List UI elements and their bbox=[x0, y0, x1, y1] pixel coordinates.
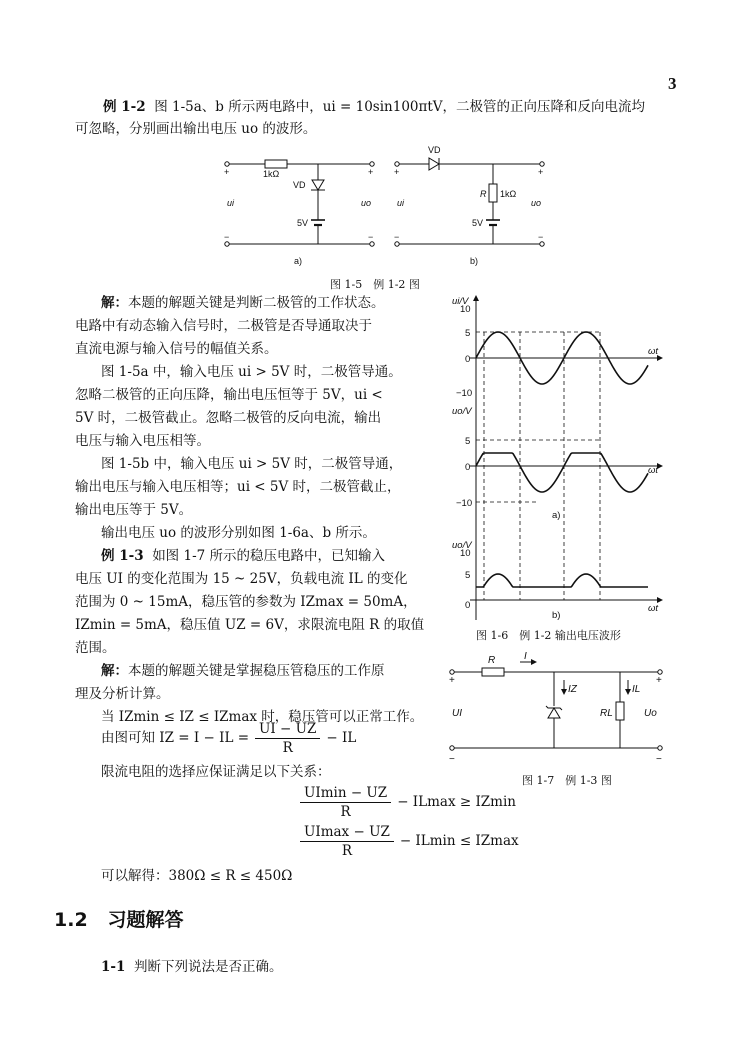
a-input-label: ui bbox=[227, 198, 235, 208]
a-ylabel: ui/V bbox=[452, 296, 469, 307]
a-tick-5: 5 bbox=[465, 328, 471, 339]
fig17-uo: Uo bbox=[644, 708, 657, 719]
solution-text: 本题的解题关键是判断二极管的工作状态。 bbox=[128, 295, 385, 311]
sol12-line1 bbox=[101, 293, 385, 314]
figure-1-5-caption: 图 1-5 例 1-2 图 bbox=[330, 278, 420, 291]
b-resistor-label: 1kΩ bbox=[500, 189, 517, 199]
b-tick-0: 0 bbox=[465, 462, 471, 473]
example-text: 图 1-5a、b 所示两电路中，ui = 10sin100πtV，二极管的正向压降和反向电流均 bbox=[154, 99, 646, 115]
ineq2-suffix: − ILmin ≤ IZmax bbox=[399, 833, 519, 849]
b-minus-out: − bbox=[538, 232, 544, 242]
page-number: 3 bbox=[668, 74, 677, 93]
fig17-i: I bbox=[524, 651, 527, 662]
question-1-1 bbox=[101, 957, 282, 978]
ex13-line2: 电压 UI 的变化范围为 15 ~ 25V，负载电流 IL 的变化 bbox=[75, 571, 408, 587]
ex13-line3: 范围为 0 ~ 15mA，稳压管的参数为 IZmax = 50mA， bbox=[75, 594, 417, 610]
sol12-line4: 图 1-5a 中，输入电压 ui > 5V 时，二极管导通。 bbox=[101, 364, 402, 380]
eq-suffix: − IL bbox=[326, 730, 357, 746]
equation-iz bbox=[101, 720, 356, 757]
solution-label: 解： bbox=[101, 295, 128, 311]
sol12-line11: 输出电压 uo 的波形分别如图 1-6a、b 所示。 bbox=[101, 525, 376, 541]
fig17-plus-in: + bbox=[449, 675, 455, 686]
section-heading bbox=[54, 905, 184, 932]
b-tag: b) bbox=[470, 256, 479, 266]
b-plus-in: + bbox=[394, 167, 400, 177]
fig17-iz: IZ bbox=[568, 684, 577, 695]
example-1-2-line2: 可忽略，分别画出输出电压 uo 的波形。 bbox=[75, 121, 317, 137]
tag-b: b) bbox=[552, 610, 561, 620]
section-title: 习题解答 bbox=[107, 909, 184, 931]
sol13-line2: 理及分析计算。 bbox=[75, 686, 170, 702]
b-tick-neg10: −10 bbox=[456, 498, 473, 509]
fig17-r: R bbox=[488, 655, 496, 666]
eq-fraction bbox=[255, 720, 320, 757]
figure-1-7-caption: 图 1-7 例 1-3 图 bbox=[522, 774, 612, 787]
ineq1-fraction bbox=[300, 784, 391, 821]
c-tick-5: 5 bbox=[465, 570, 471, 581]
a-output-label: uo bbox=[361, 198, 372, 208]
sol13-line5: 限流电阻的选择应保证满足以下关系： bbox=[101, 764, 331, 780]
example-label: 例 1-3 bbox=[101, 548, 144, 564]
tag-a: a) bbox=[552, 510, 561, 521]
figure-1-6-waveforms bbox=[440, 290, 672, 620]
b-input-label: ui bbox=[397, 198, 405, 208]
c-tick-0: 0 bbox=[465, 600, 471, 611]
sol13-line1 bbox=[101, 661, 385, 682]
sol12-line2: 电路中有动态输入信号时，二极管是否导通取决于 bbox=[75, 318, 372, 334]
ineq2-fraction bbox=[300, 823, 394, 860]
b-output-label: uo bbox=[531, 198, 542, 208]
sol13-line3: 当 IZmin ≤ IZ ≤ IZmax 时，稳压管可以正常工作。 bbox=[101, 709, 424, 725]
question-text: 判断下列说法是否正确。 bbox=[133, 959, 283, 975]
fig17-rl: RL bbox=[600, 708, 613, 719]
ex13-line4: IZmin = 5mA，稳压值 UZ = 6V，求限流电阻 R 的取值 bbox=[75, 617, 425, 633]
c-ylabel: uo/V bbox=[452, 540, 472, 551]
ineq2-denominator: R bbox=[341, 843, 352, 859]
a-tick-neg10: −10 bbox=[456, 388, 473, 399]
a-resistor-label: 1kΩ bbox=[263, 169, 280, 179]
figure-1-6-caption: 图 1-6 例 1-2 输出电压波形 bbox=[476, 629, 621, 642]
a-plus-out: + bbox=[368, 167, 374, 177]
solution-label: 解： bbox=[101, 663, 128, 679]
b-plus-out: + bbox=[538, 167, 544, 177]
question-label: 1-1 bbox=[101, 959, 126, 975]
c-tick-10: 10 bbox=[460, 548, 471, 559]
eq-denominator: R bbox=[282, 740, 293, 756]
a-diode-label: VD bbox=[293, 180, 306, 190]
a-plus-in: + bbox=[224, 167, 230, 177]
b-xlabel: ωt bbox=[648, 465, 659, 476]
fig17-minus-in: − bbox=[449, 754, 455, 765]
a-source-label: 5V bbox=[297, 218, 309, 228]
ineq2-numerator: UImax − UZ bbox=[300, 823, 394, 842]
section-number: 1.2 bbox=[54, 909, 88, 931]
eq-numerator: UI − UZ bbox=[255, 720, 320, 739]
ineq1-suffix: − ILmax ≥ IZmin bbox=[397, 794, 516, 810]
fig17-plus-out: + bbox=[656, 675, 662, 686]
b-minus-in: − bbox=[394, 232, 400, 242]
c-xlabel: ωt bbox=[648, 603, 659, 614]
fig17-minus-out: − bbox=[656, 754, 662, 765]
sol12-line5: 忽略二极管的正向压降，输出电压恒等于 5V，ui < bbox=[75, 387, 383, 403]
sol12-line8: 图 1-5b 中，输入电压 ui > 5V 时，二极管导通， bbox=[101, 456, 403, 472]
a-minus-out: − bbox=[368, 232, 374, 242]
sol12-line3: 直流电源与输入信号的幅值关系。 bbox=[75, 341, 278, 357]
solution-text: 本题的解题关键是掌握稳压管稳压的工作原 bbox=[128, 663, 385, 679]
sol12-line9: 输出电压与输入电压相等；ui < 5V 时，二极管截止， bbox=[75, 479, 401, 495]
example-1-2-line1 bbox=[103, 97, 645, 118]
a-xlabel: ωt bbox=[648, 346, 659, 357]
output-waveform-b bbox=[476, 574, 648, 587]
sol12-line10: 输出电压等于 5V。 bbox=[75, 502, 193, 518]
eq-prefix: 由图可知 IZ = I − IL = bbox=[101, 730, 250, 746]
output-waveform-a bbox=[476, 453, 648, 492]
figure-1-5-circuits bbox=[215, 140, 555, 268]
b-source-label: 5V bbox=[472, 218, 484, 228]
a-minus-in: − bbox=[224, 232, 230, 242]
sol12-line7: 电压与输入电压相等。 bbox=[75, 433, 210, 449]
ex13-line1 bbox=[101, 546, 385, 567]
figure-1-7-circuit bbox=[440, 650, 672, 770]
sol12-line6: 5V 时，二极管截止。忽略二极管的反向电流，输出 bbox=[75, 410, 382, 426]
fig17-il: IL bbox=[632, 684, 641, 695]
a-tick-0: 0 bbox=[465, 354, 471, 365]
ineq1-numerator: UImin − UZ bbox=[300, 784, 391, 803]
inequality-2 bbox=[300, 823, 519, 860]
b-ylabel: uo/V bbox=[452, 406, 472, 417]
a-tag: a) bbox=[294, 256, 303, 266]
sol13-result: 可以解得：380Ω ≤ R ≤ 450Ω bbox=[101, 868, 293, 884]
ex13-line5: 范围。 bbox=[75, 640, 116, 656]
example-label: 例 1-2 bbox=[103, 99, 146, 115]
example-text: 如图 1-7 所示的稳压电路中，已知输入 bbox=[152, 548, 386, 564]
fig17-ui: UI bbox=[452, 708, 462, 719]
a-tick-10: 10 bbox=[460, 304, 471, 315]
inequality-1 bbox=[300, 784, 516, 821]
b-tick-5: 5 bbox=[465, 436, 471, 447]
b-res-name: R bbox=[480, 189, 487, 199]
ineq1-denominator: R bbox=[340, 804, 351, 820]
b-diode-label: VD bbox=[428, 145, 441, 155]
